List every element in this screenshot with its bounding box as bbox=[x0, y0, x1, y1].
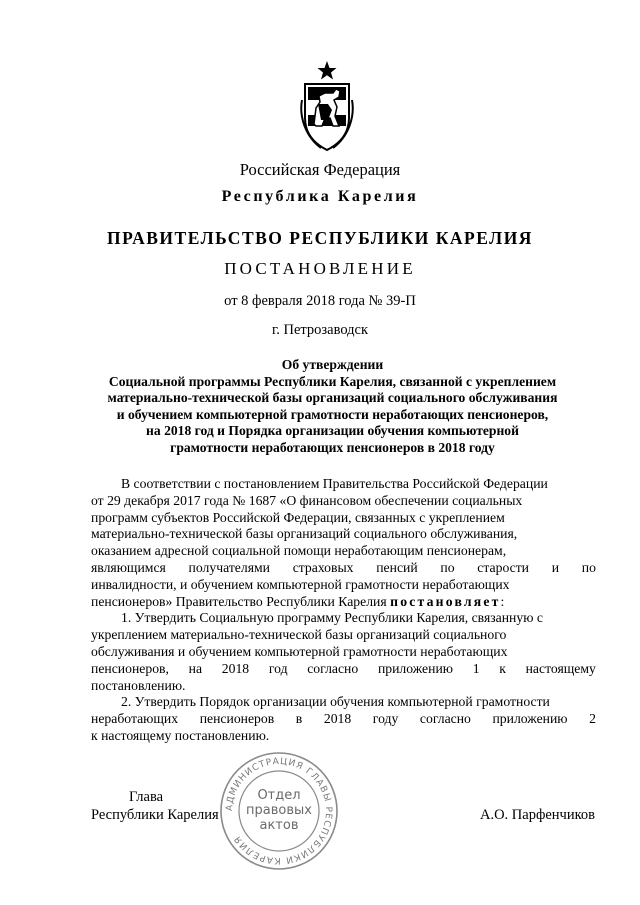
word: пенсионеров bbox=[199, 711, 275, 727]
city-name: г. Петрозаводск bbox=[271, 322, 369, 338]
stamp-ring-text: АДМИНИСТРАЦИЯ ГЛАВЫ РЕСПУБЛИКИ КАРЕЛИЯ bbox=[224, 756, 334, 866]
signatory-name: А.О. Парфенчиков bbox=[479, 807, 595, 823]
word: старости bbox=[477, 559, 530, 575]
government-heading: ПРАВИТЕЛЬСТВО РЕСПУБЛИКИ КАРЕЛИЯ bbox=[107, 228, 533, 248]
word: неработающих bbox=[91, 711, 179, 727]
country-name: Российская Федерация bbox=[239, 160, 401, 179]
word: 2018 bbox=[323, 711, 352, 727]
title-line: грамотности неработающих пенсионеров в 2018 году bbox=[170, 439, 495, 455]
item-1-line: 1. Утвердить Социальную программу Республики Карелия, связанную с bbox=[121, 610, 543, 626]
title-line: и обучением компьютерной грамотности неработающих пенсионеров, bbox=[116, 406, 549, 422]
word: году bbox=[372, 711, 399, 727]
title-line: материально-технической базы организаций социального обслуживания bbox=[107, 390, 558, 406]
decree-word: постановляет bbox=[390, 593, 501, 609]
word: на bbox=[188, 660, 203, 676]
preamble-line: В соответствии с постановлением Правительства Российской Федерации bbox=[121, 476, 548, 491]
signatory-title bbox=[91, 789, 219, 824]
word: получателями bbox=[188, 559, 270, 575]
preamble-line: от 29 декабря 2017 года № 1687 «О финансовом обеспечении социальных bbox=[91, 492, 523, 508]
item-1-line: обслуживания и обучением компьютерной грамотности неработающих bbox=[91, 643, 508, 659]
decree-colon: : bbox=[500, 593, 505, 609]
item-1-line: укреплением материально-технической базы организаций социального bbox=[91, 627, 507, 643]
document-title bbox=[60, 357, 605, 457]
word: 1 bbox=[472, 660, 480, 676]
item-2-line-justified bbox=[91, 711, 596, 728]
word: по bbox=[581, 559, 596, 575]
coat-of-arms-emblem bbox=[299, 60, 355, 152]
department-stamp bbox=[218, 750, 340, 872]
preamble-line-justified bbox=[91, 560, 596, 577]
document-body bbox=[91, 476, 596, 745]
item-1-line: постановлению. bbox=[91, 677, 186, 693]
word: к bbox=[499, 660, 506, 676]
word: приложению bbox=[492, 711, 568, 727]
document-type: ПОСТАНОВЛЕНИЕ bbox=[224, 259, 416, 278]
word: пенсионеров, bbox=[91, 660, 169, 676]
word: страховых bbox=[292, 559, 354, 575]
item-1-line-justified bbox=[91, 661, 596, 678]
word: по bbox=[440, 559, 455, 575]
word: год bbox=[268, 660, 288, 676]
stamp-center-text bbox=[218, 788, 340, 833]
signatory-title-line: Глава bbox=[129, 789, 164, 805]
preamble-line: оказанием адресной социальной помощи неработающим пенсионерам, bbox=[91, 543, 507, 559]
word: согласно bbox=[419, 711, 471, 727]
title-line: на 2018 год и Порядка организации обучения компьютерной bbox=[146, 423, 519, 439]
title-line: Об утверждении bbox=[281, 357, 384, 372]
date-number-line: от 8 февраля 2018 года № 39-П bbox=[224, 293, 416, 309]
word: приложению bbox=[377, 660, 453, 676]
word: пенсий bbox=[376, 559, 418, 575]
preamble-last-text: пенсионеров» Правительство Республики Карелия bbox=[91, 593, 391, 609]
preamble-line: материально-технической базы организаций социального обслуживания, bbox=[91, 526, 518, 542]
title-line: Социальной программы Республики Карелия, связанной с укреплением bbox=[108, 373, 557, 389]
word: настоящему bbox=[525, 660, 596, 676]
stamp-line: Отдел bbox=[257, 788, 301, 803]
word: 2018 bbox=[221, 660, 250, 676]
word: 2 bbox=[589, 711, 596, 727]
word: согласно bbox=[307, 660, 359, 676]
preamble-line: программ субъектов Российской Федерации, связанных с укреплением bbox=[91, 509, 505, 525]
republic-name: Республика Карелия bbox=[221, 188, 419, 205]
word: являющимся bbox=[91, 559, 166, 575]
word: в bbox=[295, 711, 303, 727]
item-2-line: к настоящему постановлению. bbox=[91, 727, 270, 743]
preamble-final-line bbox=[91, 594, 596, 611]
word: и bbox=[551, 559, 560, 575]
preamble-line: инвалидности, и обучением компьютерной грамотности неработающих bbox=[91, 576, 510, 592]
stamp-line: актов bbox=[259, 818, 299, 833]
signatory-title-line: Республики Карелия bbox=[91, 806, 219, 823]
stamp-line: правовых bbox=[246, 803, 312, 818]
item-2-line: 2. Утвердить Порядок организации обучения компьютерной грамотности bbox=[121, 694, 550, 710]
